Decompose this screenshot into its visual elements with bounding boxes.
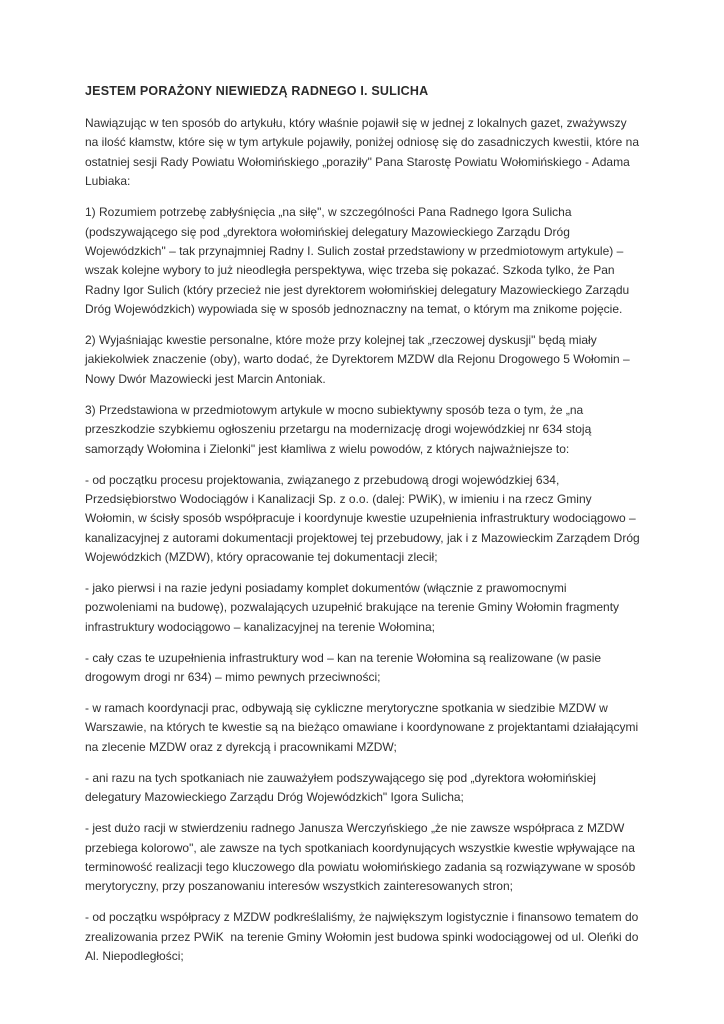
point-2-paragraph: 2) Wyjaśniając kwestie personalne, które może przy kolejnej tak „rzeczowej dyskusji" będą miały jakiekolwiek znaczenie (oby), warto dodać, że Dyrektorem MZDW dla Rejonu Drogowego 5 Wołomin – Nowy Dwór Mazowiecki jest Marcin Antoniak. — [85, 333, 634, 386]
bullet-paragraph-infrastructure: - cały czas te uzupełnienia infrastruktury wod – kan na terenie Wołomina są realizowane (w pasie drogowym drogi nr 634) – mimo pewnych przeciwności; — [85, 650, 605, 685]
bullet-paragraph-cooperation: - jest dużo racji w stwierdzeniu radnego Janusza Werczyńskiego „że nie zawsze współpraca z MZDW przebiega kolorowo", ale zawsze na tych spotkaniach koordynujących wszystkie kwestie wpływające na terminowość realizacji tego kluczowego dla powiatu wołomińskiego zadania są rozwiązywane w sposób merytoryczny, przy poszanowaniu interesów wszystkich zainteresowanych stron; — [85, 821, 639, 894]
point-1-paragraph: 1) Rozumiem potrzebę zabłyśnięcia „na siłę", w szczególności Pana Radnego Igora Sulicha (podszywającego się pod „dyrektora wołomińskiej delegatury Mazowieckiego Zarządu Dróg Wojewódzkich" – tak przynajmniej Radny I. Sulich został przedstawiony w przedmiotowym artykule) – wszak kolejne wybory to już nieodległa perspektywa, więc trzeba się pokazać. Szkoda tylko, że Pan Radny Igor Sulich (który przecież nie jest dyrektorem wołomińskiej delegatury Mazowieckiego Zarządu Dróg Wojewódzkich) wypowiada się w sposób jednoznaczny na temat, o którym ma znikome pojęcie. — [85, 205, 633, 317]
intro-paragraph: Nawiązując w ten sposób do artykułu, który właśnie pojawił się w jednej z lokalnych gazet, zważywszy na ilość kłamstw, które się w tym artykule pojawiły, poniżej odniosę się do zasadniczych kwestii, które na ostatniej sesji Rady Powiatu Wołomińskiego „poraziły" Pana Starostę Powiatu Wołomińskiego - Adama Lubiaka: — [85, 116, 643, 189]
bullet-paragraph-design-process: - od początku procesu projektowania, związanego z przebudową drogi wojewódzkiej 634, Przedsiębiorstwo Wodociągów i Kanalizacji Sp. z o.o. (dalej: PWiK), w imieniu i na rzecz Gminy Wołomin, w ścisły sposób współpracuje i koordynuje kwestie uzupełnienia infrastruktury wodociągowo – kanalizacyjnej z autorami dokumentacji projektowej tej przebudowy, jak i z Mazowieckim Zarządem Dróg Wojewódzkich (MZDW), który opracowanie tej dokumentacji zlecił; — [85, 472, 644, 565]
bullet-paragraph-meetings: - w ramach koordynacji prac, odbywają się cykliczne merytoryczne spotkania w siedzibie MZDW w Warszawie, na których te kwestie są na bieżąco omawiane i koordynowane z projektantami działającymi na zlecenie MZDW oraz z dyrekcją i pracownikami MZDW; — [85, 701, 642, 754]
point-3-paragraph: 3) Przedstawiona w przedmiotowym artykule w mocno subiektywny sposób teza o tym, że „na przeszkodzie szybkiemu ogłoszeniu przetargu na modernizację drogi wojewódzkiej nr 634 stoją samorządy Wołomina i Zielonki" jest kłamliwa z wielu powodów, z których najważniejsze to: — [85, 402, 595, 456]
bullet-paragraph-water-main: - od początku współpracy z MZDW podkreślaliśmy, że największym logistycznie i finansowo tematem do zrealizowania przez PWiK na terenie Gminy Wołomin jest budowa spinki wodociągowej od ul. Oleńki do Al. Niepodległości; — [85, 910, 642, 964]
bullet-paragraph-never-noticed: - ani razu na tych spotkaniach nie zauważyłem podszywającego się pod „dyrektora wołomińskiej delegatury Mazowieckiego Zarządu Dróg Wojewódzkich" Igora Sulicha; — [85, 770, 600, 805]
bullet-paragraph-documents: - jako pierwsi i na razie jedyni posiadamy komplet dokumentów (włącznie z prawomocnymi pozwoleniami na budowę), pozwalających uzupełnić brakujące na terenie Gminy Wołomin fragmenty infrastruktury wodociągowo – kanalizacyjnej na terenie Wołomina; — [85, 581, 623, 634]
document-title: JESTEM PORAŻONY NIEWIEDZĄ RADNEGO I. SULICHA — [85, 84, 429, 98]
